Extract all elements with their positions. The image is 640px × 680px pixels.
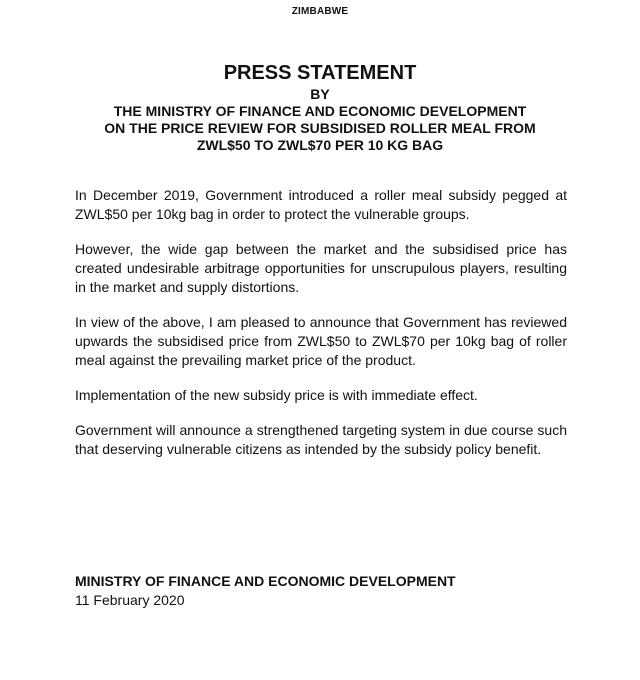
signatory-organization: MINISTRY OF FINANCE AND ECONOMIC DEVELOPMENT bbox=[75, 573, 456, 589]
paragraph-targeting-system: Government will announce a strengthened targeting system in due course such that deserving vulnerable citizens as intended by the subsidy policy benefit. bbox=[75, 422, 567, 457]
paragraph-implementation: Implementation of the new subsidy price is with immediate effect. bbox=[75, 387, 478, 403]
paragraph-price-review: In view of the above, I am pleased to announce that Government has reviewed upwards the subsidised price from ZWL$50 to ZWL$70 per 10kg bag of roller meal against the prevailing market price of the product. bbox=[75, 314, 567, 368]
paragraph-market-gap: However, the wide gap between the market and the subsidised price has created undesirable arbitrage opportunities for unscrupulous players, resulting in the market and supply distortions. bbox=[75, 241, 567, 295]
title-line-ministry: THE MINISTRY OF FINANCE AND ECONOMIC DEVELOPMENT bbox=[113, 103, 527, 119]
document-title: PRESS STATEMENT bbox=[223, 62, 417, 84]
country-header: ZIMBABWE bbox=[291, 6, 349, 17]
title-block bbox=[60, 60, 580, 154]
statement-date: 11 February 2020 bbox=[75, 592, 185, 608]
statement-body bbox=[75, 186, 567, 475]
signature-block bbox=[75, 572, 575, 610]
title-by: BY bbox=[310, 86, 330, 102]
title-line-subject: ON THE PRICE REVIEW FOR SUBSIDISED ROLLER MEAL FROM bbox=[104, 120, 536, 136]
paragraph-subsidy-introduction: In December 2019, Government introduced a roller meal subsidy pegged at ZWL$50 per 10kg bag in order to protect the vulnerable groups. bbox=[75, 187, 567, 222]
title-line-price: ZWL$50 TO ZWL$70 PER 10 KG BAG bbox=[196, 137, 444, 153]
